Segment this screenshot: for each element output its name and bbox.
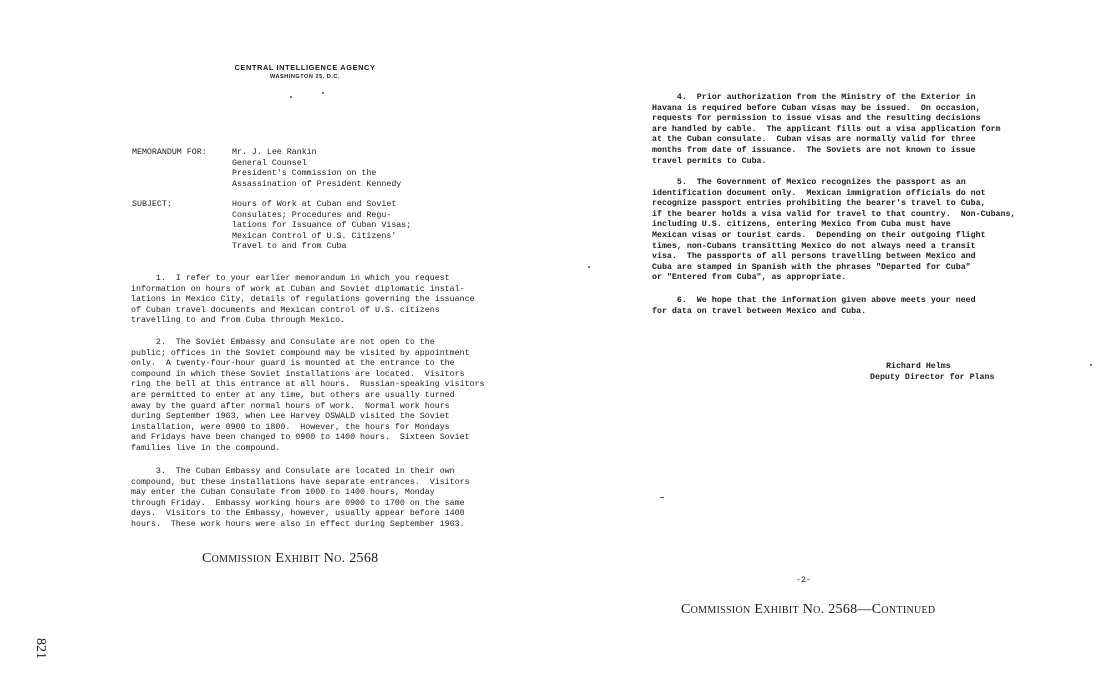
paragraph-6 <box>652 296 976 317</box>
memo-to-line: President's Commission on the <box>232 169 377 179</box>
signature-title: Deputy Director for Plans <box>870 373 995 382</box>
subject-line: lations for Issuance of Cuban Visas; <box>232 221 412 231</box>
memo-label: MEMORANDUM FOR: <box>132 148 207 157</box>
text-line: or "Entered from Cuba", as appropriate. <box>652 273 847 283</box>
subject-line: Hours of Work at Cuban and Soviet <box>232 200 397 209</box>
exhibit-caption-right: Commission Exhibit No. 2568—Continued <box>681 602 936 617</box>
memo-to-line: Mr. J. Lee Rankin <box>232 148 317 157</box>
paragraph-1 <box>131 274 475 327</box>
text-line: days. Visitors to the Embassy, however, usually appear before 1400 <box>131 509 465 519</box>
text-line: public; offices in the Soviet compound may be visited by appointment <box>131 348 470 358</box>
subject-line: Consulates; Procedures and Regu- <box>232 210 392 220</box>
memo-to-line: Assassination of President Kennedy <box>232 179 402 189</box>
text-line: 6. We hope that the information given above meets your need <box>652 296 976 305</box>
text-line: only. A twenty-four-hour guard is mounted at the entrance to the <box>131 359 455 369</box>
text-line: of Cuban travel documents and Mexican control of U.S. citizens <box>131 305 440 315</box>
text-line: compound, but these installations have separate entrances. Visitors <box>131 477 470 487</box>
text-line: 2. The Soviet Embassy and Consulate are not open to the <box>131 338 435 347</box>
text-line: and Fridays have been changed to 0900 to 1400 hours. Sixteen Soviet <box>131 433 470 443</box>
text-line: may enter the Cuban Consulate from 1000 to 1400 hours, Monday <box>131 488 435 498</box>
text-line: Havana is required before Cuban visas may be issued. On occasion, <box>652 103 981 113</box>
paragraph-4 <box>652 93 1001 167</box>
text-line: are handled by cable. The applicant fills out a visa application form <box>652 124 1001 134</box>
text-line: for data on travel between Mexico and Cuba. <box>652 306 867 316</box>
agency-header: CENTRAL INTELLIGENCE AGENCY <box>234 63 376 72</box>
text-line: Cuba are stamped in Spanish with the phrases "Departed for Cuba" <box>652 262 971 272</box>
subject-text <box>232 200 411 253</box>
scan-speck <box>322 92 324 94</box>
memo-to-line: General Counsel <box>232 158 307 168</box>
text-line: families live in the compound. <box>131 443 281 453</box>
paragraph-3 <box>131 467 470 531</box>
scan-speck <box>290 96 292 98</box>
text-line: during September 1963, when Lee Harvey OSWALD visited the Soviet <box>131 412 450 422</box>
text-line: lations in Mexico City, details of regulations governing the issuance <box>131 295 475 305</box>
text-line: if the bearer holds a visa valid for travel to that country. Non-Cubans, <box>652 209 1016 219</box>
text-line: travel permits to Cuba. <box>652 156 767 166</box>
text-line: including U.S. citizens, entering Mexico from Cuba must have <box>652 220 951 230</box>
subject-label: SUBJECT: <box>132 200 172 209</box>
text-line: installation, were 0900 to 1800. However, the hours for Mondays <box>131 422 450 432</box>
text-line: Mexican visas or tourist cards. Depending on their outgoing flight <box>652 230 986 240</box>
paragraph-2 <box>131 338 485 455</box>
text-line: through Friday. Embassy working hours are 0900 to 1700 on the same <box>131 498 465 508</box>
text-line: visa. The passports of all persons travelling between Mexico and <box>652 252 976 262</box>
scan-speck <box>1090 364 1092 366</box>
memo-recipient <box>232 148 401 190</box>
text-line: information on hours of work at Cuban and Soviet diplomatic instal- <box>131 284 465 294</box>
text-line: 3. The Cuban Embassy and Consulate are located in their own <box>131 467 455 476</box>
text-line: hours. These work hours were also in effect during September 1963. <box>131 519 465 529</box>
subject-line: Travel to and from Cuba <box>232 242 347 252</box>
text-line: recognize passport entries prohibiting the bearer's travel to Cuba, <box>652 199 986 209</box>
text-line: ring the bell at this entrance at all hours. Russian-speaking visitors <box>131 380 485 390</box>
text-line: 4. Prior authorization from the Ministry of the Exterior in <box>652 93 976 102</box>
page-mark: -2- <box>796 576 811 585</box>
text-line: 5. The Government of Mexico recognizes the passport as an <box>652 178 966 187</box>
text-line: times, non-Cubans transitting Mexico do not always need a transit <box>652 241 976 251</box>
exhibit-caption-left: Commission Exhibit No. 2568 <box>202 551 379 566</box>
paragraph-5 <box>652 178 1015 284</box>
text-line: 1. I refer to your earlier memorandum in which you request <box>131 274 450 283</box>
agency-location: WASHINGTON 25, D.C. <box>269 74 340 80</box>
text-line: travelling to and from Cuba through Mexico. <box>131 316 346 326</box>
subject-line: Mexican Control of U.S. Citizens' <box>232 231 397 241</box>
signature-name: Richard Helms <box>886 362 951 371</box>
page-number: 821 <box>33 638 48 659</box>
scan-speck <box>588 266 590 268</box>
text-line: compound in which these Soviet installations are located. Visitors <box>131 369 465 379</box>
scan-speck <box>660 497 664 498</box>
text-line: identification document only. Mexican immigration officials do not <box>652 188 986 198</box>
text-line: are permitted to enter at any time, but others are usually turned <box>131 390 455 400</box>
text-line: requests for permission to issue visas and the resulting decisions <box>652 114 981 124</box>
text-line: away by the guard after normal hours of work. Normal work hours <box>131 401 450 411</box>
text-line: months from date of issuance. The Soviets are not known to issue <box>652 145 976 155</box>
text-line: at the Cuban consulate. Cuban visas are normally valid for three <box>652 135 976 145</box>
